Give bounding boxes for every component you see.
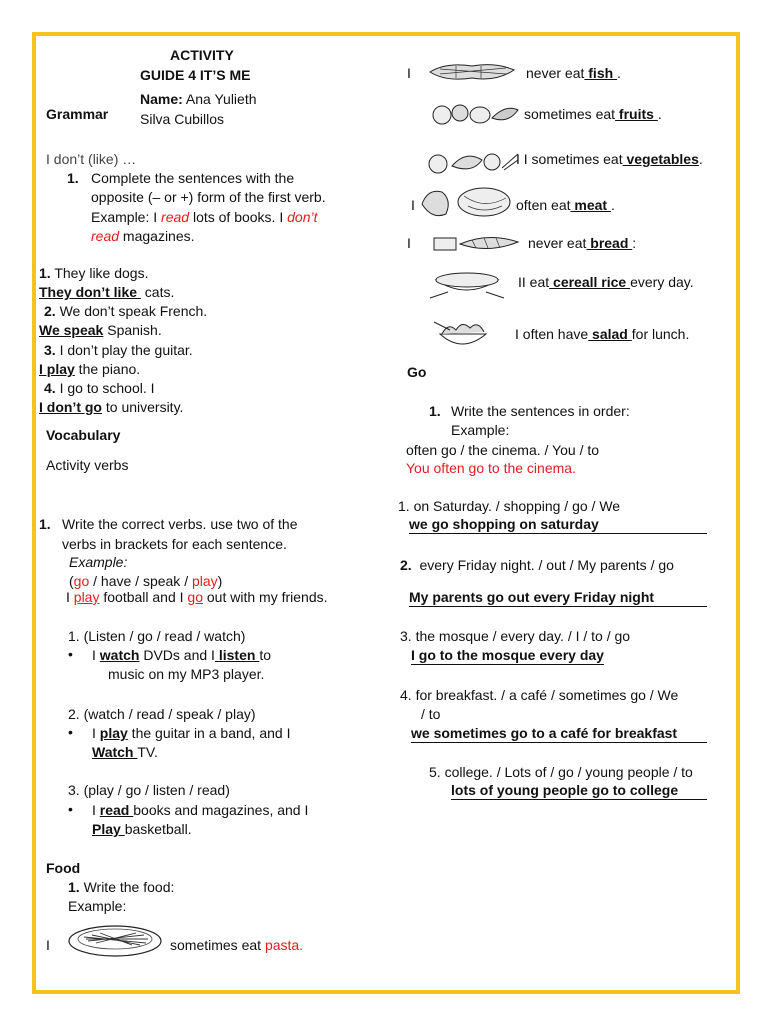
answer: listen xyxy=(214,647,260,663)
grammar-q4 xyxy=(44,379,155,397)
q-number: 4. xyxy=(44,380,56,396)
name-label: Name: xyxy=(140,91,183,107)
answer: Play xyxy=(92,821,125,837)
vocab-item3-head: 3. (play / go / listen / read) xyxy=(68,782,230,798)
answer: They don’t like xyxy=(39,284,138,300)
food-item5-pre: I xyxy=(407,235,411,251)
text: . xyxy=(657,106,662,122)
text: . xyxy=(698,151,703,167)
go-instruction-number: 1. xyxy=(429,403,441,419)
food-heading: Food xyxy=(46,860,81,876)
answer: meat xyxy=(570,197,611,213)
example-text: I xyxy=(66,589,74,605)
name-value: Ana Yulieth xyxy=(182,91,257,107)
text: I xyxy=(92,647,100,663)
food-example-label: Example: xyxy=(68,898,127,914)
example-verb: read xyxy=(91,228,120,244)
student-name-line2: Silva Cubillos xyxy=(140,111,225,127)
text: never eat xyxy=(528,235,587,251)
food-instruction xyxy=(68,878,174,896)
go-a5: lots of young people go to college xyxy=(451,781,707,800)
vocab-instruction-line2: verbs in brackets for each sentence. xyxy=(62,536,287,552)
a-rest: cats. xyxy=(140,284,175,300)
vocab-item3-answer xyxy=(92,801,308,819)
grammar-q3 xyxy=(44,341,193,359)
answer: bread xyxy=(586,235,633,251)
vocab-instruction-line1: Write the correct verbs. use two of the xyxy=(62,516,298,532)
grammar-instruction-number: 1. xyxy=(67,170,79,186)
text: I xyxy=(92,802,100,818)
grammar-instruction-line1: Complete the sentences with the xyxy=(91,170,295,186)
example-text: out with my friends. xyxy=(203,589,328,605)
example-answer: pasta. xyxy=(264,937,304,953)
bracket: ) xyxy=(217,573,223,589)
food-item4-pre: I xyxy=(411,197,415,213)
q-text: every Friday night. / out / My parents / go xyxy=(419,557,674,573)
go-a2: My parents go out every Friday night xyxy=(409,588,707,607)
bullet: • xyxy=(68,801,73,817)
guide-title: GUIDE 4 IT’S ME xyxy=(140,67,251,83)
answer: I don’t go xyxy=(39,399,102,415)
go-example-label: Example: xyxy=(451,422,510,438)
meat-image xyxy=(418,184,516,222)
salad-bowl-image xyxy=(432,316,494,354)
example-options: / have / speak / xyxy=(89,573,192,589)
example-verb: go xyxy=(73,573,90,589)
text: books and magazines, and I xyxy=(133,802,309,818)
food-item5-sentence xyxy=(528,234,636,252)
q-text: We don’t speak French. xyxy=(55,303,208,319)
food-item1-pre: I xyxy=(407,65,411,81)
go-q5: 5. college. / Lots of / go / young people / to xyxy=(429,764,693,780)
q-number: 3. xyxy=(44,342,56,358)
grammar-heading: Grammar xyxy=(46,106,109,122)
grammar-subtitle: I don’t (like) … xyxy=(46,151,137,167)
answer: play xyxy=(99,725,128,741)
go-q1: 1. on Saturday. / shopping / go / We xyxy=(398,498,621,514)
grammar-a4 xyxy=(39,398,183,416)
vocab-item2-answer xyxy=(92,724,290,742)
a-rest: Spanish. xyxy=(103,322,162,338)
vocab-item2-line2 xyxy=(92,743,158,761)
example-text: magazines. xyxy=(119,228,195,244)
vocab-item3-line2 xyxy=(92,820,192,838)
vocab-item2-head: 2. (watch / read / speak / play) xyxy=(68,706,256,722)
vocab-example-label: Example: xyxy=(69,554,128,570)
vocab-item1-line2: music on my MP3 player. xyxy=(108,666,265,682)
food-example-i: I xyxy=(46,937,50,953)
example-negative: don’t xyxy=(287,209,318,225)
text: basketball. xyxy=(124,821,192,837)
grammar-a2 xyxy=(39,321,162,339)
q-text: I don’t play the guitar. xyxy=(55,342,193,358)
grammar-a1 xyxy=(39,283,174,301)
vocabulary-subtitle: Activity verbs xyxy=(46,457,129,473)
answer: salad xyxy=(588,326,632,342)
go-a3: I go to the mosque every day xyxy=(411,647,604,663)
go-q3: 3. the mosque / every day. / I / to / go xyxy=(400,628,631,644)
text: I xyxy=(92,725,100,741)
vocabulary-heading: Vocabulary xyxy=(46,427,121,443)
instruction-text: Write the food: xyxy=(79,879,175,895)
vocab-example-sentence xyxy=(66,588,328,606)
answer: fish xyxy=(584,65,618,81)
text: DVDs and I xyxy=(139,647,215,663)
bullet: • xyxy=(68,646,73,662)
text: I I sometimes eat xyxy=(516,151,623,167)
go-a1: we go shopping on saturday xyxy=(409,515,707,534)
answer: cereall rice xyxy=(549,274,631,290)
food-item3-sentence xyxy=(516,150,703,168)
vegetables-image xyxy=(426,146,520,176)
go-heading: Go xyxy=(407,364,427,380)
bullet: • xyxy=(68,724,73,740)
go-q4-line2: / to xyxy=(421,706,441,722)
grammar-example xyxy=(91,208,317,226)
vocab-item1-head: 1. (Listen / go / read / watch) xyxy=(68,628,246,644)
vocab-item1-answer xyxy=(92,646,271,664)
answer: Watch xyxy=(92,744,138,760)
activity-heading: ACTIVITY xyxy=(170,47,234,63)
text: sometimes eat xyxy=(524,106,616,122)
answer: fruits xyxy=(615,106,658,122)
text: for lunch. xyxy=(631,326,690,342)
food-item2-sentence xyxy=(524,105,662,123)
example-verb: play xyxy=(73,589,100,605)
food-item1-sentence xyxy=(526,64,621,82)
answer: vegetables xyxy=(622,151,699,167)
example-verb: read xyxy=(161,209,190,225)
example-text: Example: I xyxy=(91,209,162,225)
text: TV. xyxy=(137,744,158,760)
grammar-example-cont xyxy=(91,227,195,245)
text: every day. xyxy=(630,274,694,290)
text: the guitar in a band, and I xyxy=(127,725,291,741)
answer: read xyxy=(99,802,134,818)
bread-image xyxy=(430,232,522,254)
grammar-q2 xyxy=(44,302,207,320)
q-number: 1. xyxy=(39,265,51,281)
example-text: sometimes eat xyxy=(170,937,265,953)
food-item4-sentence xyxy=(516,196,615,214)
answer: We speak xyxy=(39,322,104,338)
answer: I play xyxy=(39,361,75,377)
grammar-instruction-line2: opposite (– or +) form of the first verb. xyxy=(91,189,326,205)
a-rest: the piano. xyxy=(74,361,141,377)
go-q2 xyxy=(400,556,674,574)
vocab-instruction-number: 1. xyxy=(39,516,51,532)
go-example-answer: You often go to the cinema. xyxy=(406,460,576,476)
food-item6-sentence xyxy=(518,273,694,291)
food-item7-sentence xyxy=(515,325,689,343)
q-number: 2. xyxy=(44,303,56,319)
grammar-q1 xyxy=(39,264,148,282)
example-verb: play xyxy=(191,573,218,589)
fish-image xyxy=(426,60,520,84)
text: : xyxy=(632,235,637,251)
rice-bowl-image xyxy=(428,266,506,302)
fruits-image xyxy=(428,100,520,128)
example-text: football and I xyxy=(99,589,188,605)
text: . xyxy=(610,197,615,213)
instruction-number: 1. xyxy=(68,879,80,895)
student-name xyxy=(140,90,257,108)
text: . xyxy=(617,65,621,81)
go-example-question: often go / the cinema. / You / to xyxy=(406,442,600,458)
grammar-a3 xyxy=(39,360,140,378)
q-number: 2. xyxy=(400,557,412,573)
go-instruction: Write the sentences in order: xyxy=(451,403,630,419)
go-q4: 4. for breakfast. / a café / sometimes go / We xyxy=(400,687,679,703)
a-rest: to university. xyxy=(101,399,184,415)
go-a4: we sometimes go to a café for breakfast xyxy=(411,724,707,743)
text: often eat xyxy=(516,197,571,213)
food-example-sentence xyxy=(170,936,303,954)
answer: watch xyxy=(99,647,140,663)
bracket: ( xyxy=(69,573,74,589)
text: II eat xyxy=(518,274,550,290)
pasta-plate-image xyxy=(66,915,164,961)
text: never eat xyxy=(526,65,585,81)
example-text: lots of books. I xyxy=(189,209,288,225)
text: I often have xyxy=(515,326,589,342)
example-verb: go xyxy=(187,589,203,605)
q-text: They like dogs. xyxy=(50,265,149,281)
text: to xyxy=(259,647,271,663)
q-text: I go to school. I xyxy=(55,380,155,396)
